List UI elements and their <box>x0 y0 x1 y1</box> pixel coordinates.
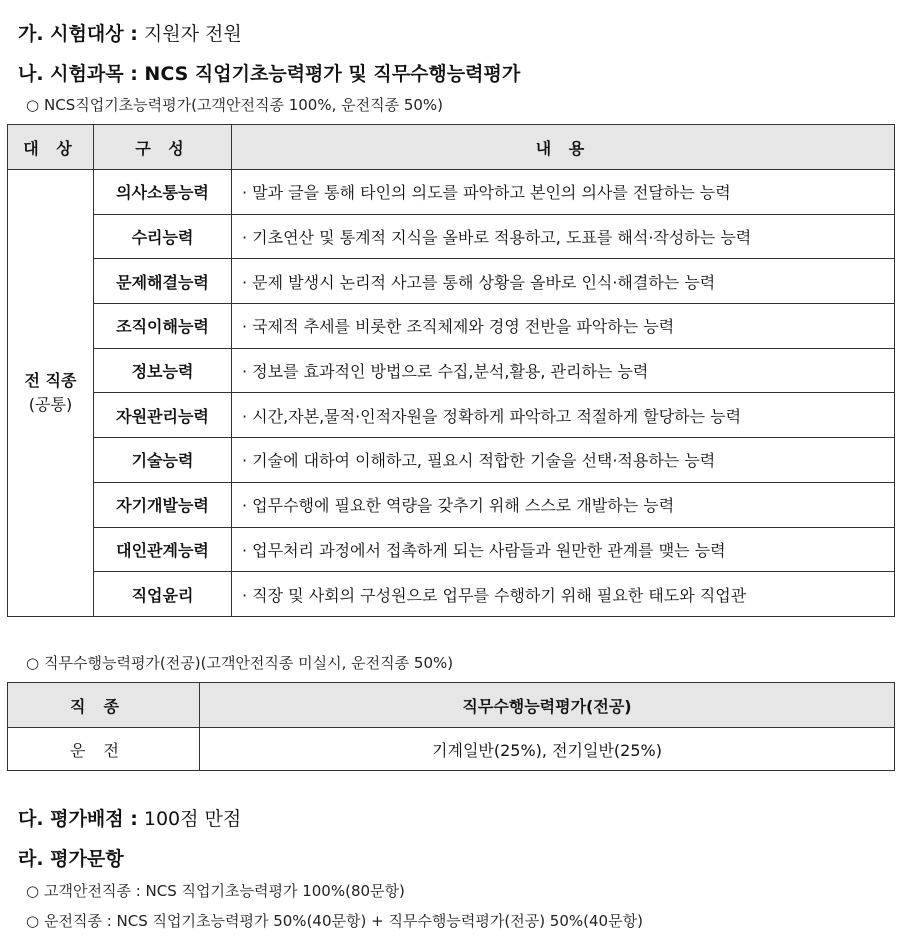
section-d-note-2 <box>26 911 643 931</box>
job-table-header <box>8 683 895 728</box>
competency-description: · 정보를 효과적인 방법으로 수집,분석,활용, 관리하는 능력 <box>232 348 895 393</box>
section-b-note-1 <box>26 95 443 115</box>
competency-description: · 문제 발생시 논리적 사고를 통해 상황을 올바로 인식·해결하는 능력 <box>232 259 895 304</box>
table-row <box>8 438 895 483</box>
competency-description: · 직장 및 사회의 구성원으로 업무를 수행하기 위해 필요한 태도와 직업관 <box>232 572 895 617</box>
header-job: 직종 <box>8 683 200 728</box>
competency-name: 조직이해능력 <box>94 304 232 349</box>
section-d-heading <box>18 847 124 871</box>
header-job-eval: 직무수행능력평가(전공) <box>200 683 895 728</box>
section-a-title: 가. 시험대상 : <box>18 23 138 45</box>
competency-description: · 기초연산 및 통계적 지식을 올바로 적용하고, 도표를 해석·작성하는 능력 <box>232 214 895 259</box>
header-composition: 구 성 <box>94 125 232 170</box>
section-b-heading <box>18 62 520 86</box>
competency-name: 직업윤리 <box>94 572 232 617</box>
job-table <box>7 682 895 771</box>
table-row <box>8 482 895 527</box>
table-row <box>8 304 895 349</box>
table-row <box>8 259 895 304</box>
circle-bullet-icon: ○ <box>26 882 40 900</box>
competency-name: 수리능력 <box>94 214 232 259</box>
section-a-heading <box>18 22 242 46</box>
table-row <box>8 170 895 215</box>
section-d-note-2-text: 운전직종 : NCS 직업기초능력평가 50%(40문항) + 직무수행능력평가(전공) 50%(40문항) <box>44 912 643 930</box>
competency-name: 기술능력 <box>94 438 232 483</box>
table-row <box>8 572 895 617</box>
competency-description: · 업무처리 과정에서 접촉하게 되는 사람들과 원만한 관계를 맺는 능력 <box>232 527 895 572</box>
header-target: 대 상 <box>8 125 94 170</box>
circle-bullet-icon: ○ <box>26 912 40 930</box>
section-c-heading <box>18 807 241 831</box>
table-row <box>8 527 895 572</box>
section-a-value: 지원자 전원 <box>137 23 242 45</box>
competency-name: 정보능력 <box>94 348 232 393</box>
competency-name: 문제해결능력 <box>94 259 232 304</box>
competency-name: 자기개발능력 <box>94 482 232 527</box>
section-d-note-1-text: 고객안전직종 : NCS 직업기초능력평가 100%(80문항) <box>44 882 405 900</box>
section-c-title: 다. 평가배점 : <box>18 808 138 830</box>
competency-name: 자원관리능력 <box>94 393 232 438</box>
section-d-title: 라. 평가문항 <box>18 848 124 870</box>
section-b-title: 나. 시험과목 : NCS 직업기초능력평가 및 직무수행능력평가 <box>18 63 521 85</box>
circle-bullet-icon: ○ <box>26 654 40 672</box>
competency-description: · 국제적 추세를 비롯한 조직체제와 경영 전반을 파악하는 능력 <box>232 304 895 349</box>
competency-description: · 말과 글을 통해 타인의 의도를 파악하고 본인의 의사를 전달하는 능력 <box>232 170 895 215</box>
target-sub-label: (공통) <box>28 394 73 414</box>
circle-bullet-icon: ○ <box>26 96 40 114</box>
table-row <box>8 393 895 438</box>
section-b-note-1-text: NCS직업기초능력평가(고객안전직종 100%, 운전직종 50%) <box>44 96 444 114</box>
job-cell: 운전 <box>8 728 200 771</box>
section-c-value: 100점 만점 <box>137 808 242 830</box>
competency-table <box>7 124 895 617</box>
competency-name: 대인관계능력 <box>94 527 232 572</box>
competency-table-header <box>8 125 895 170</box>
table-row <box>8 214 895 259</box>
competency-description: · 업무수행에 필요한 역량을 갖추기 위해 스스로 개발하는 능력 <box>232 482 895 527</box>
job-subjects-cell: 기계일반(25%), 전기일반(25%) <box>200 728 895 771</box>
section-b-note-2 <box>26 653 453 673</box>
target-label: 전 직종 <box>24 370 77 390</box>
section-d-note-1 <box>26 881 405 901</box>
table-row <box>8 728 895 771</box>
section-b-note-2-text: 직무수행능력평가(전공)(고객안전직종 미실시, 운전직종 50%) <box>44 654 454 672</box>
competency-description: · 기술에 대하여 이해하고, 필요시 적합한 기술을 선택·적용하는 능력 <box>232 438 895 483</box>
table-row <box>8 348 895 393</box>
target-cell <box>8 170 94 617</box>
header-content: 내 용 <box>232 125 895 170</box>
competency-name: 의사소통능력 <box>94 170 232 215</box>
competency-description: · 시간,자본,물적·인적자원을 정확하게 파악하고 적절하게 할당하는 능력 <box>232 393 895 438</box>
